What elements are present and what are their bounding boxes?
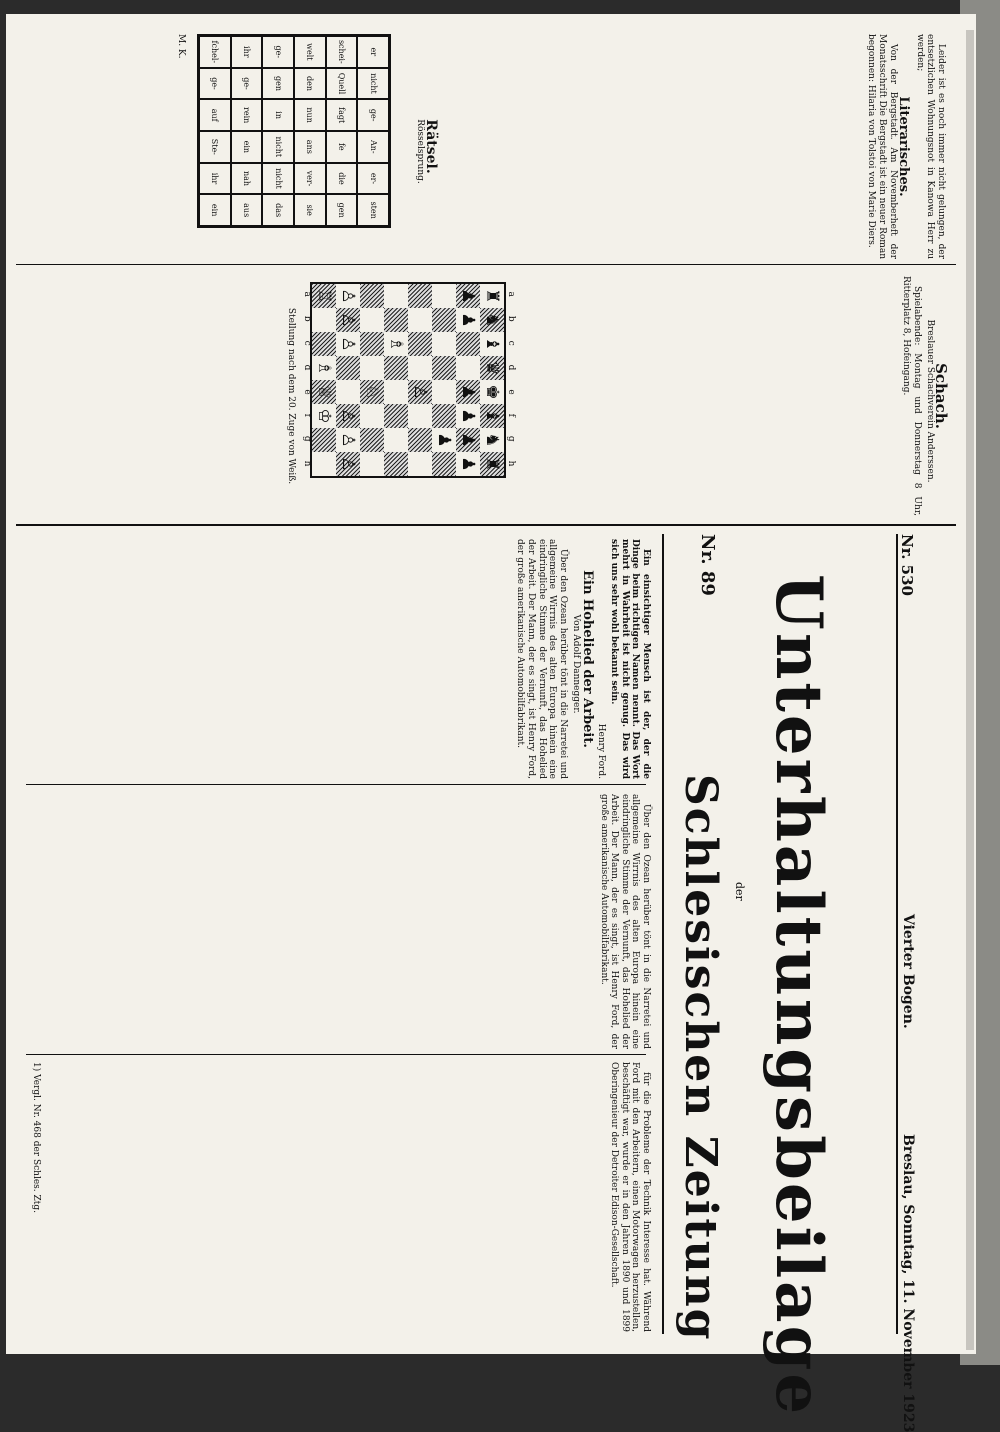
chess-square [360,332,384,356]
rule [26,784,646,785]
issue-number: Nr. 530 [898,534,916,596]
chess-board [310,282,506,478]
chess-square: ♟ [458,408,478,424]
chess-sub: Breslauer Schachverein Anderssen. [925,319,936,483]
file-label: e [506,389,516,395]
puzzle-cell: nicht [262,163,294,195]
puzzle-cell: in [262,99,294,131]
chess-square [336,380,360,404]
chess-square: ♞ [482,432,502,448]
chess-square: ♛ [480,356,504,380]
chess-square [408,284,432,308]
puzzle-cell: Quell [326,68,358,100]
file-label: f [302,413,312,417]
article-text-3: für die Probleme der Technik Interesse hat. Während Ford mit den Arbeitern, einen Motorwagen herzustellen, beschäftigt war, wurde er in den Jahren 1890 und 1899 Oberingenieur der Detroiter Edison-Gesellschaft. [609,1062,651,1332]
chess-column [646,276,950,516]
chess-square: ♖ [312,284,336,308]
puzzle-cell: An- [357,131,389,163]
chess-square: ♜ [480,452,504,476]
file-label: b [506,315,516,322]
chess-square [312,452,336,476]
puzzle-cell: Ste- [199,131,231,163]
quote: Ein einsichtiger Mensch ist der, der die Dinge beim richtigen Namen nennt. Das Wort mehrt in Wahrheit ist nicht genug. Das wird sich uns sehr wohl bekannt sein. [609,539,651,779]
chess-square [456,332,480,356]
masthead-subtitle: Schlesischen Zeitung [675,774,726,1342]
fragment-text: Leider ist es noch immer nicht gelungen, der entsetzlichen Wohnungsnot in Kanowa Herr zu werden; [914,34,946,259]
puzzle-cell: welt [294,36,326,68]
article-text: Über den Ozean herüber tönt in die Narretei und allgemeine Wirrnis des alten Europa hinein eine eindringliche Stimme der Vernunft, das Hohelied der Arbeit. Der Mann, der es singt, ist Henry Ford, der große amerikanische Automobilfabrikant. [515,539,568,779]
chess-square [360,452,384,476]
file-label: c [506,340,516,346]
chess-square [384,452,408,476]
chess-square: ♙ [338,432,358,448]
puzzle-cell: sie [294,194,326,226]
chess-square [456,356,480,380]
puzzle-heading [396,34,439,259]
puzzle-cell: gen [326,194,358,226]
file-label: d [302,364,312,371]
article-author: Von Adolf Dannegger. [571,614,582,714]
puzzle-cell: ge- [199,68,231,100]
chess-square [408,332,432,356]
puzzle-cell: ans [294,131,326,163]
chess-square: ♟ [456,284,480,308]
chess-square: ♙ [338,288,358,304]
puzzle-cell: ein [199,194,231,226]
chess-title: Schach. [932,363,950,429]
puzzle-cell: rein [231,99,263,131]
quote-column [21,539,651,779]
puzzle-cell: ein [231,131,263,163]
puzzle-cell: er [357,36,389,68]
puzzle-grid [197,34,391,228]
puzzle-cell: den [294,68,326,100]
chess-square: ♘ [360,380,384,404]
article-column-2 [21,794,651,1049]
rule [16,524,956,526]
chess-square: ♙ [338,336,358,352]
chess-square [384,308,408,332]
rule [16,264,956,265]
chess-square: ♜ [482,288,502,304]
file-label: g [506,435,516,442]
chess-square [408,404,432,428]
puzzle-cell: auf [199,99,231,131]
file-label: a [506,291,516,297]
chess-square [408,452,432,476]
chess-square [336,356,360,380]
footnote: 1) Vergl. Nr. 468 der Schles. Ztg. [31,1062,41,1214]
puzzle-sub: Rösselsprung. [415,119,426,184]
left-fragment [646,34,946,259]
chess-square: ♟ [456,380,480,404]
chess-square [384,404,408,428]
chess-files-top [506,282,516,476]
file-label: a [302,291,312,297]
chess-square [432,308,456,332]
supplement-number: Nr. 89 [697,534,718,596]
article-title: Ein Hohelied der Arbeit. [580,570,596,748]
chess-square: ♗ [386,336,406,352]
chess-square [432,452,456,476]
chess-square [384,356,408,380]
chess-square [432,404,456,428]
chess-square: ♟ [434,432,454,448]
chess-square [360,404,384,428]
file-label: g [302,435,312,442]
chess-square: ♕ [312,380,336,404]
chess-square [384,380,408,404]
puzzle-cell: nah [231,163,263,195]
puzzle-cell: er- [357,163,389,195]
puzzle-title: Rätsel. [423,119,439,174]
rotated-sheet [6,14,976,1432]
chess-square: ♝ [480,404,504,428]
file-label: h [302,460,312,467]
chess-square [432,356,456,380]
chess-square [312,308,336,332]
chess-game: Spielabende: Montag und Donnerstag 8 Uhr, Ritterplatz 8, Hofeingang. [901,276,922,516]
rule [896,534,898,1334]
puzzle-cell: ge- [262,36,294,68]
signature: M. K. [176,34,186,59]
article-column-3 [51,1062,651,1332]
puzzle-cell: das [262,194,294,226]
puzzle-cell: gen [262,68,294,100]
file-label: d [506,364,516,371]
file-label: c [302,340,312,346]
chess-square [312,332,336,356]
chess-square [432,332,456,356]
chess-square: ♟ [458,456,478,472]
chess-square [360,308,384,332]
literature-title: Literarisches. [896,96,912,197]
puzzle-cell: nun [294,99,326,131]
chess-square [432,284,456,308]
puzzle-cell: aus [231,194,263,226]
chess-square: ♙ [336,308,360,332]
chess-square [408,356,432,380]
puzzle-cell: ver- [294,163,326,195]
sheet-label: Vierter Bogen. [900,914,916,1029]
chess-square: ♟ [458,312,478,328]
masthead-title: Unterhaltungsbeilage [761,574,836,1418]
puzzle-cell: ge- [231,68,263,100]
chess-caption: Stellung nach dem 20. Zuge von Weiß. [286,307,296,485]
chess-square: ♟ [456,428,480,452]
file-label: f [506,413,516,417]
file-label: e [302,389,312,395]
puzzle-cell: nicht [357,68,389,100]
chess-square [384,428,408,452]
chess-square [312,428,336,452]
place-date: Breslau, Sonntag, 11. November 1923 [900,1134,916,1432]
chess-square: ♚ [482,384,502,400]
chess-square [360,428,384,452]
quote-author: Henry Ford. [595,723,606,779]
puzzle-cell: fagt [326,99,358,131]
chess-square: ♔ [314,408,334,424]
puzzle-cell: ihr [199,163,231,195]
puzzle-cell: nicht [262,131,294,163]
chess-square: ♝ [482,336,502,352]
chess-square [408,308,432,332]
puzzle-cell: ge- [357,99,389,131]
chess-square [408,428,432,452]
chess-square: ♙ [336,452,360,476]
chess-square [360,356,384,380]
rule [662,534,664,1334]
chess-square [432,380,456,404]
masthead-der: der [733,882,746,901]
puzzle-cell: schei- [326,36,358,68]
file-label: h [506,460,516,467]
puzzle-cell: fchel- [199,36,231,68]
literature-text: Von der Bergstadt. Am Novemberheft der Monatsschrift Die Bergstadt ist ein neuer Roman begonnen: Hilaria von Tolstoi von Marie Diers. [866,34,898,259]
chess-square: ♙ [336,404,360,428]
chess-square [360,284,384,308]
puzzle-cell: die [326,163,358,195]
puzzle-cell: fe [326,131,358,163]
puzzle-cell: ihr [231,36,263,68]
chess-files-bottom [302,282,312,476]
rule [26,1054,646,1055]
file-label: b [302,315,312,322]
chess-square: ♗ [314,360,334,376]
chess-square: ♞ [480,308,504,332]
puzzle-cell: sten [357,194,389,226]
article-text-2: Über den Ozean herüber tönt in die Narretei und allgemeine Wirrnis des alten Europa hinein eine eindringliche Stimme der Vernunft, das Hohelied der Arbeit. Der Mann, der es singt, ist Henry Ford, der große amerikanische Automobilfabrikant. [598,794,651,1049]
chess-square: ♙ [408,380,432,404]
chess-square [384,284,408,308]
